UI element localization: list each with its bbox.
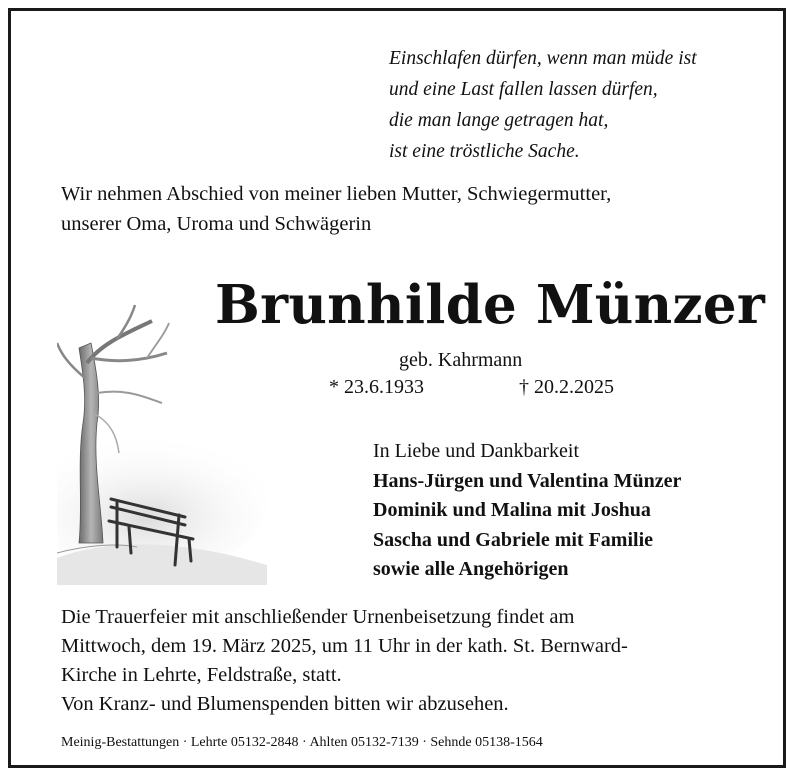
life-dates [329, 374, 614, 400]
mourner-line: Dominik und Malina mit Joshua [373, 499, 651, 521]
funeral-details [61, 603, 771, 719]
motto-verse [389, 43, 789, 167]
motto-line: die man lange getragen hat, [389, 110, 609, 131]
motto-line: und eine Last fallen lassen dürfen, [389, 79, 658, 100]
funeral-line: Die Trauerfeier mit anschließender Urnenbeisetzung findet am [61, 606, 575, 628]
funeral-line: Mittwoch, dem 19. März 2025, um 11 Uhr in der kath. St. Bernward- [61, 635, 628, 657]
mourner-line: Sascha und Gabriele mit Familie [373, 528, 653, 551]
birth-date: * 23.6.1933 [329, 376, 424, 398]
funeral-line: Kirche in Lehrte, Feldstraße, statt. [61, 664, 342, 686]
mourners-intro: In Liebe und Dankbarkeit [373, 440, 580, 462]
intro-line: Wir nehmen Abschied von meiner lieben Mutter, Schwiegermutter, [61, 183, 612, 205]
deceased-name: Brunhilde Münzer [215, 274, 766, 336]
obituary-frame [8, 8, 786, 768]
born-name: geb. Kahrmann [399, 349, 523, 371]
motto-line: ist eine tröstliche Sache. [389, 141, 580, 162]
death-date: † 20.2.2025 [519, 376, 614, 398]
funeral-home-footer: Meinig-Bestattungen · Lehrte 05132-2848 · Ahlten 05132-7139 · Sehnde 05138-1564 [61, 735, 543, 750]
motto-line: Einschlafen dürfen, wenn man müde ist [389, 48, 697, 69]
tree-and-bench-icon [57, 303, 267, 585]
intro-line: unserer Oma, Uroma und Schwägerin [61, 213, 372, 235]
mourner-line: Hans-Jürgen und Valentina Münzer [373, 469, 682, 492]
funeral-line: Von Kranz- und Blumenspenden bitten wir abzusehen. [61, 693, 509, 715]
intro-text [61, 179, 761, 239]
mourner-line: sowie alle Angehörigen [373, 558, 569, 580]
mourners-block [373, 437, 681, 585]
